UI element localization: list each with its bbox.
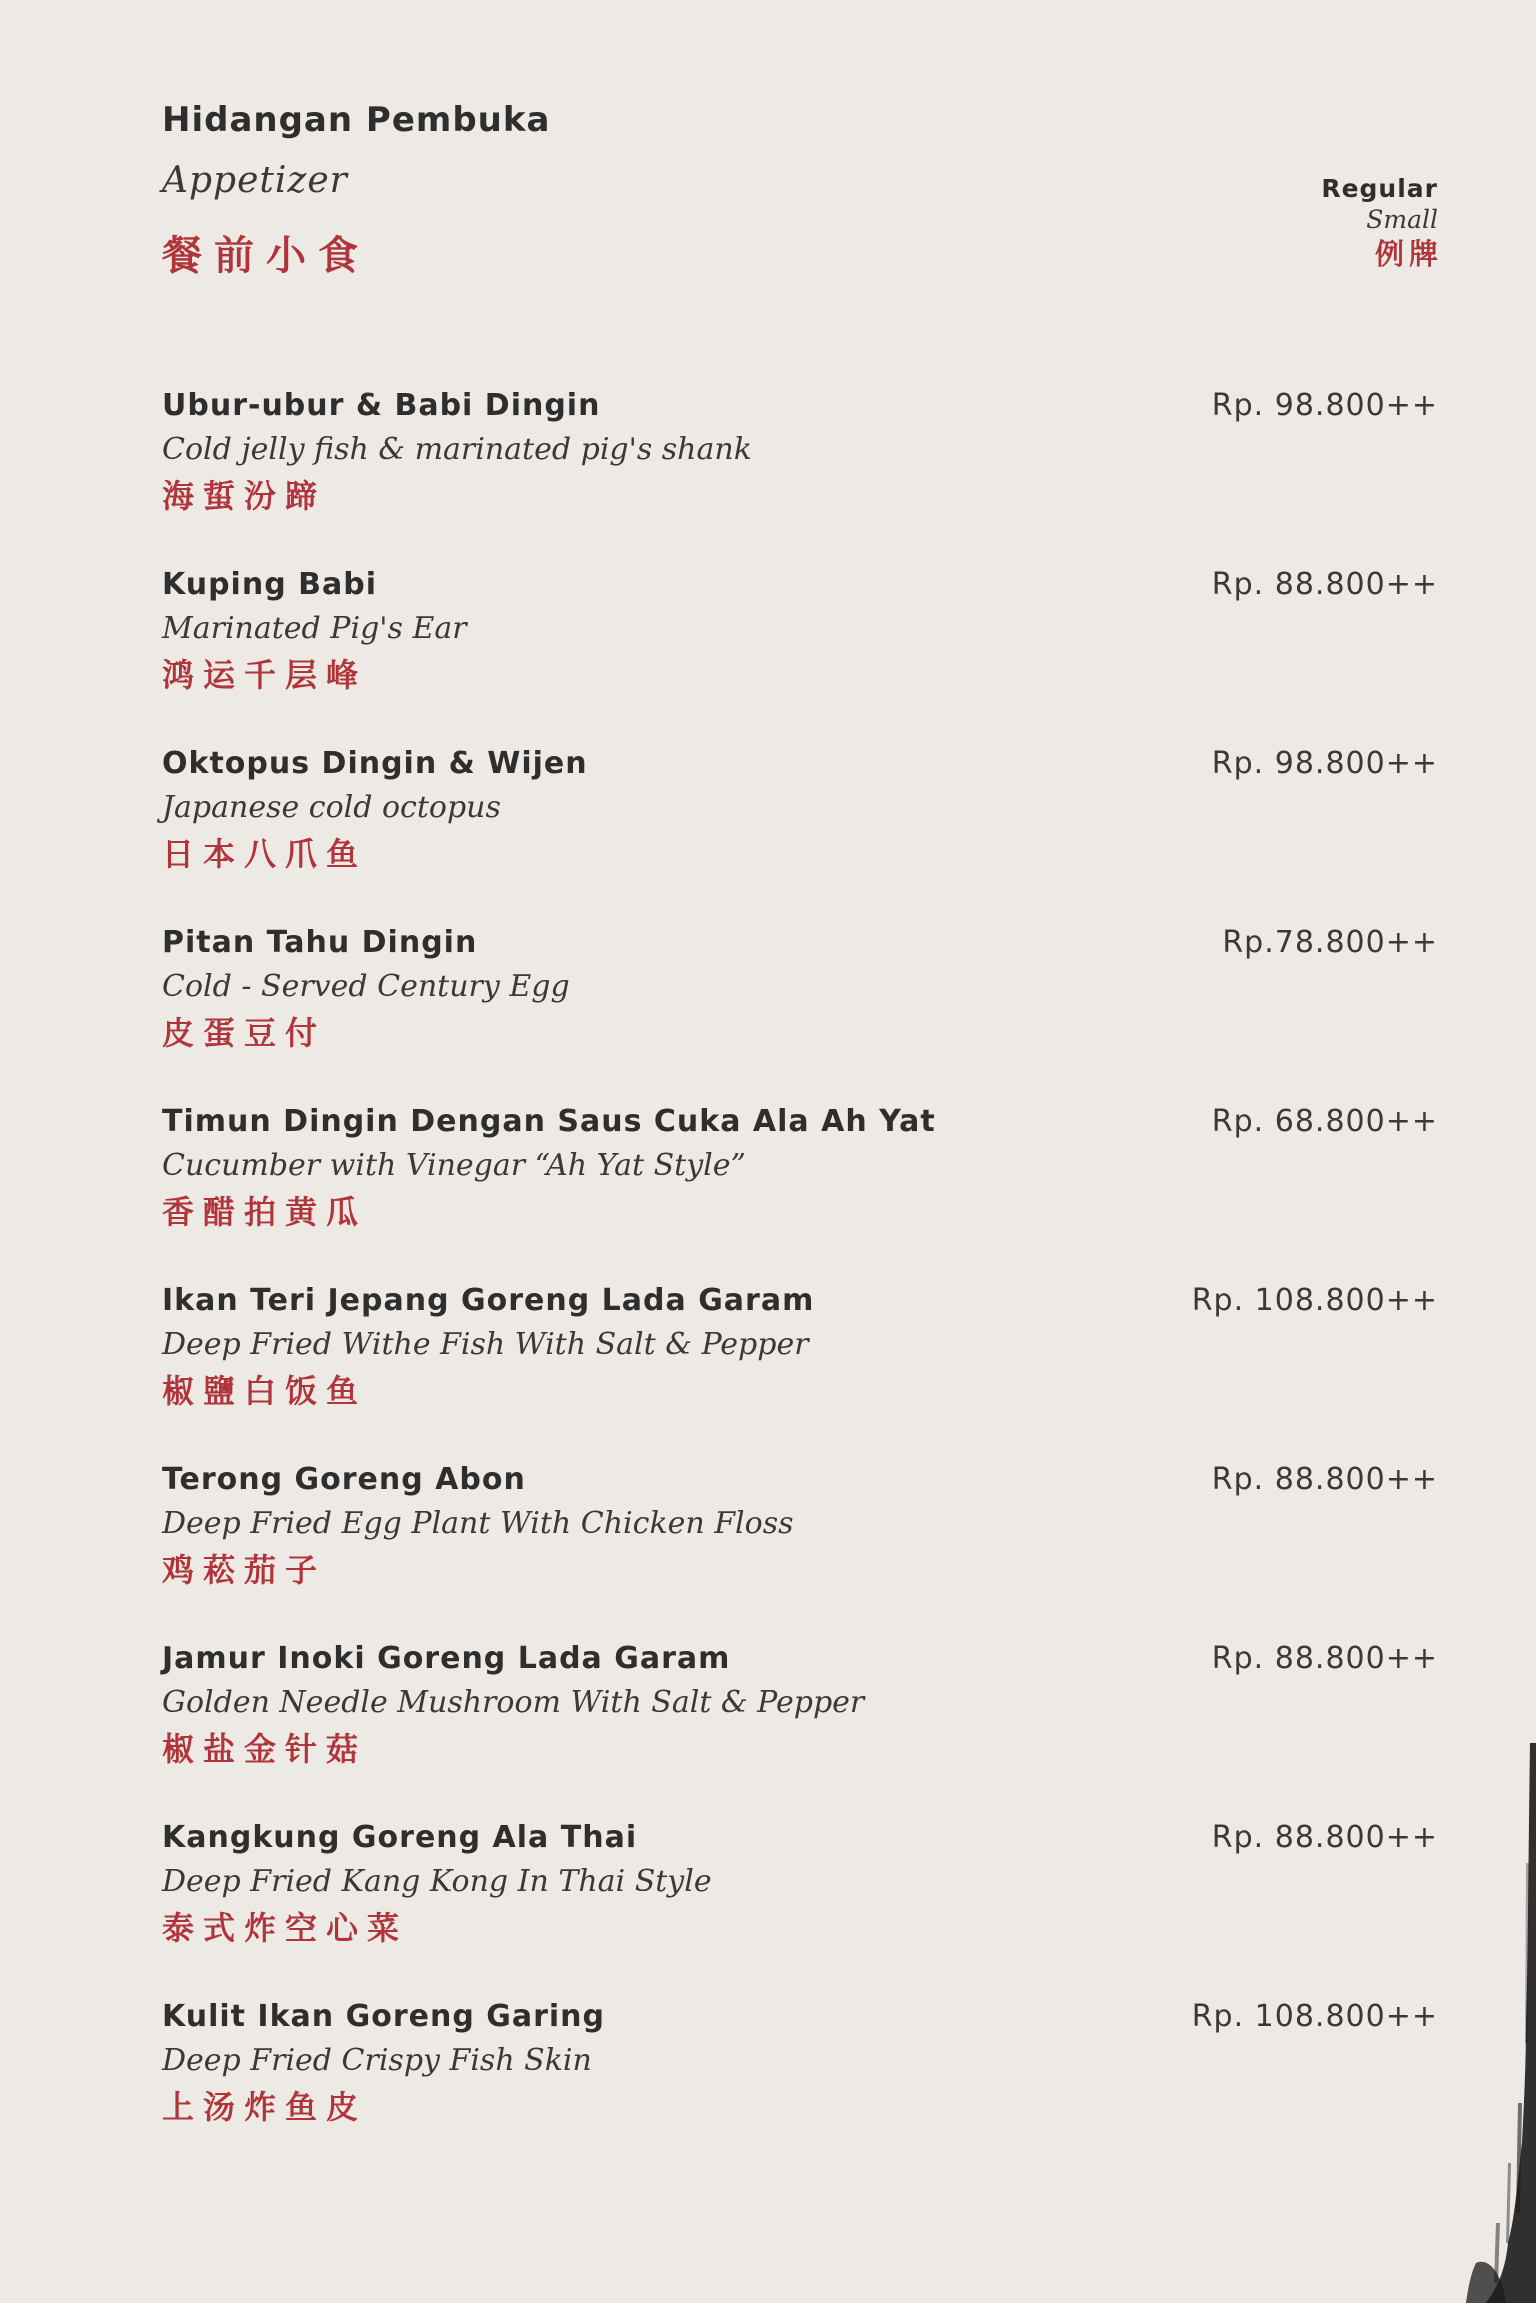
item-name-chinese: 椒鹽白饭鱼 — [162, 1372, 368, 1410]
portion-size-indonesian: Regular — [1321, 174, 1438, 203]
item-name-english: Cold - Served Century Egg — [162, 969, 570, 1004]
item-name-indonesian: Jamur Inoki Goreng Lada Garam — [162, 1641, 731, 1676]
item-name-indonesian: Terong Goreng Abon — [162, 1462, 526, 1497]
item-name-indonesian: Kulit Ikan Goreng Garing — [162, 1999, 606, 2034]
item-name-chinese: 鸡菘茄子 — [162, 1551, 327, 1589]
section-title-chinese: 餐前小食 — [162, 233, 370, 279]
item-name-indonesian: Kangkung Goreng Ala Thai — [162, 1820, 638, 1855]
section-title-indonesian: Hidangan Pembuka — [162, 100, 551, 140]
item-name-indonesian: Ubur-ubur & Babi Dingin — [162, 388, 601, 423]
section-header — [162, 100, 1443, 290]
item-name-chinese: 上汤炸鱼皮 — [162, 2088, 368, 2126]
menu-item — [162, 1102, 1438, 1281]
item-name-english: Deep Fried Kang Kong In Thai Style — [162, 1864, 712, 1899]
item-name-indonesian: Ikan Teri Jepang Goreng Lada Garam — [162, 1283, 815, 1318]
item-price: Rp. 68.800++ — [1211, 1104, 1438, 1139]
portion-size-header — [1321, 174, 1443, 272]
item-name-chinese: 鸿运千层峰 — [162, 656, 368, 694]
menu-item — [162, 1997, 1438, 2176]
item-name-chinese: 香醋拍黄瓜 — [162, 1193, 368, 1231]
item-name-chinese: 皮蛋豆付 — [162, 1014, 327, 1052]
item-price: Rp. 98.800++ — [1211, 388, 1438, 423]
menu-item — [162, 1818, 1438, 1997]
item-name-english: Deep Fried Withe Fish With Salt & Pepper — [162, 1327, 809, 1362]
item-price: Rp. 88.800++ — [1211, 567, 1438, 602]
item-name-english: Cold jelly fish & marinated pig's shank — [162, 432, 752, 467]
item-name-english: Marinated Pig's Ear — [162, 611, 467, 646]
item-name-english: Deep Fried Egg Plant With Chicken Floss — [162, 1506, 794, 1541]
item-price: Rp. 108.800++ — [1191, 1999, 1438, 2034]
item-name-chinese: 日本八爪鱼 — [162, 835, 368, 873]
item-name-chinese: 椒盐金针菇 — [162, 1730, 368, 1768]
menu-item — [162, 565, 1438, 744]
item-price: Rp.78.800++ — [1222, 925, 1438, 960]
menu-item — [162, 1281, 1438, 1460]
item-price: Rp. 88.800++ — [1211, 1641, 1438, 1676]
item-name-english: Cucumber with Vinegar “Ah Yat Style” — [162, 1148, 746, 1183]
portion-size-english: Small — [1366, 205, 1438, 234]
item-name-chinese: 海蜇汾蹄 — [162, 477, 327, 515]
brush-stroke-decoration — [1446, 1743, 1536, 2303]
item-name-english: Golden Needle Mushroom With Salt & Pepper — [162, 1685, 865, 1720]
menu-item-list — [162, 386, 1438, 2176]
menu-item — [162, 386, 1438, 565]
item-name-indonesian: Pitan Tahu Dingin — [162, 925, 478, 960]
menu-item — [162, 1460, 1438, 1639]
item-price: Rp. 98.800++ — [1211, 746, 1438, 781]
item-name-chinese: 泰式炸空心菜 — [162, 1909, 409, 1947]
item-price: Rp. 88.800++ — [1211, 1820, 1438, 1855]
item-name-english: Deep Fried Crispy Fish Skin — [162, 2043, 592, 2078]
item-name-indonesian: Oktopus Dingin & Wijen — [162, 746, 588, 781]
menu-item — [162, 744, 1438, 923]
menu-item — [162, 1639, 1438, 1818]
portion-size-chinese: 例牌 — [1374, 237, 1443, 271]
item-price: Rp. 108.800++ — [1191, 1283, 1438, 1318]
item-name-indonesian: Kuping Babi — [162, 567, 377, 602]
item-name-indonesian: Timun Dingin Dengan Saus Cuka Ala Ah Yat — [162, 1104, 936, 1139]
menu-item — [162, 923, 1438, 1102]
section-title-english: Appetizer — [162, 160, 348, 201]
item-price: Rp. 88.800++ — [1211, 1462, 1438, 1497]
item-name-english: Japanese cold octopus — [162, 790, 501, 825]
